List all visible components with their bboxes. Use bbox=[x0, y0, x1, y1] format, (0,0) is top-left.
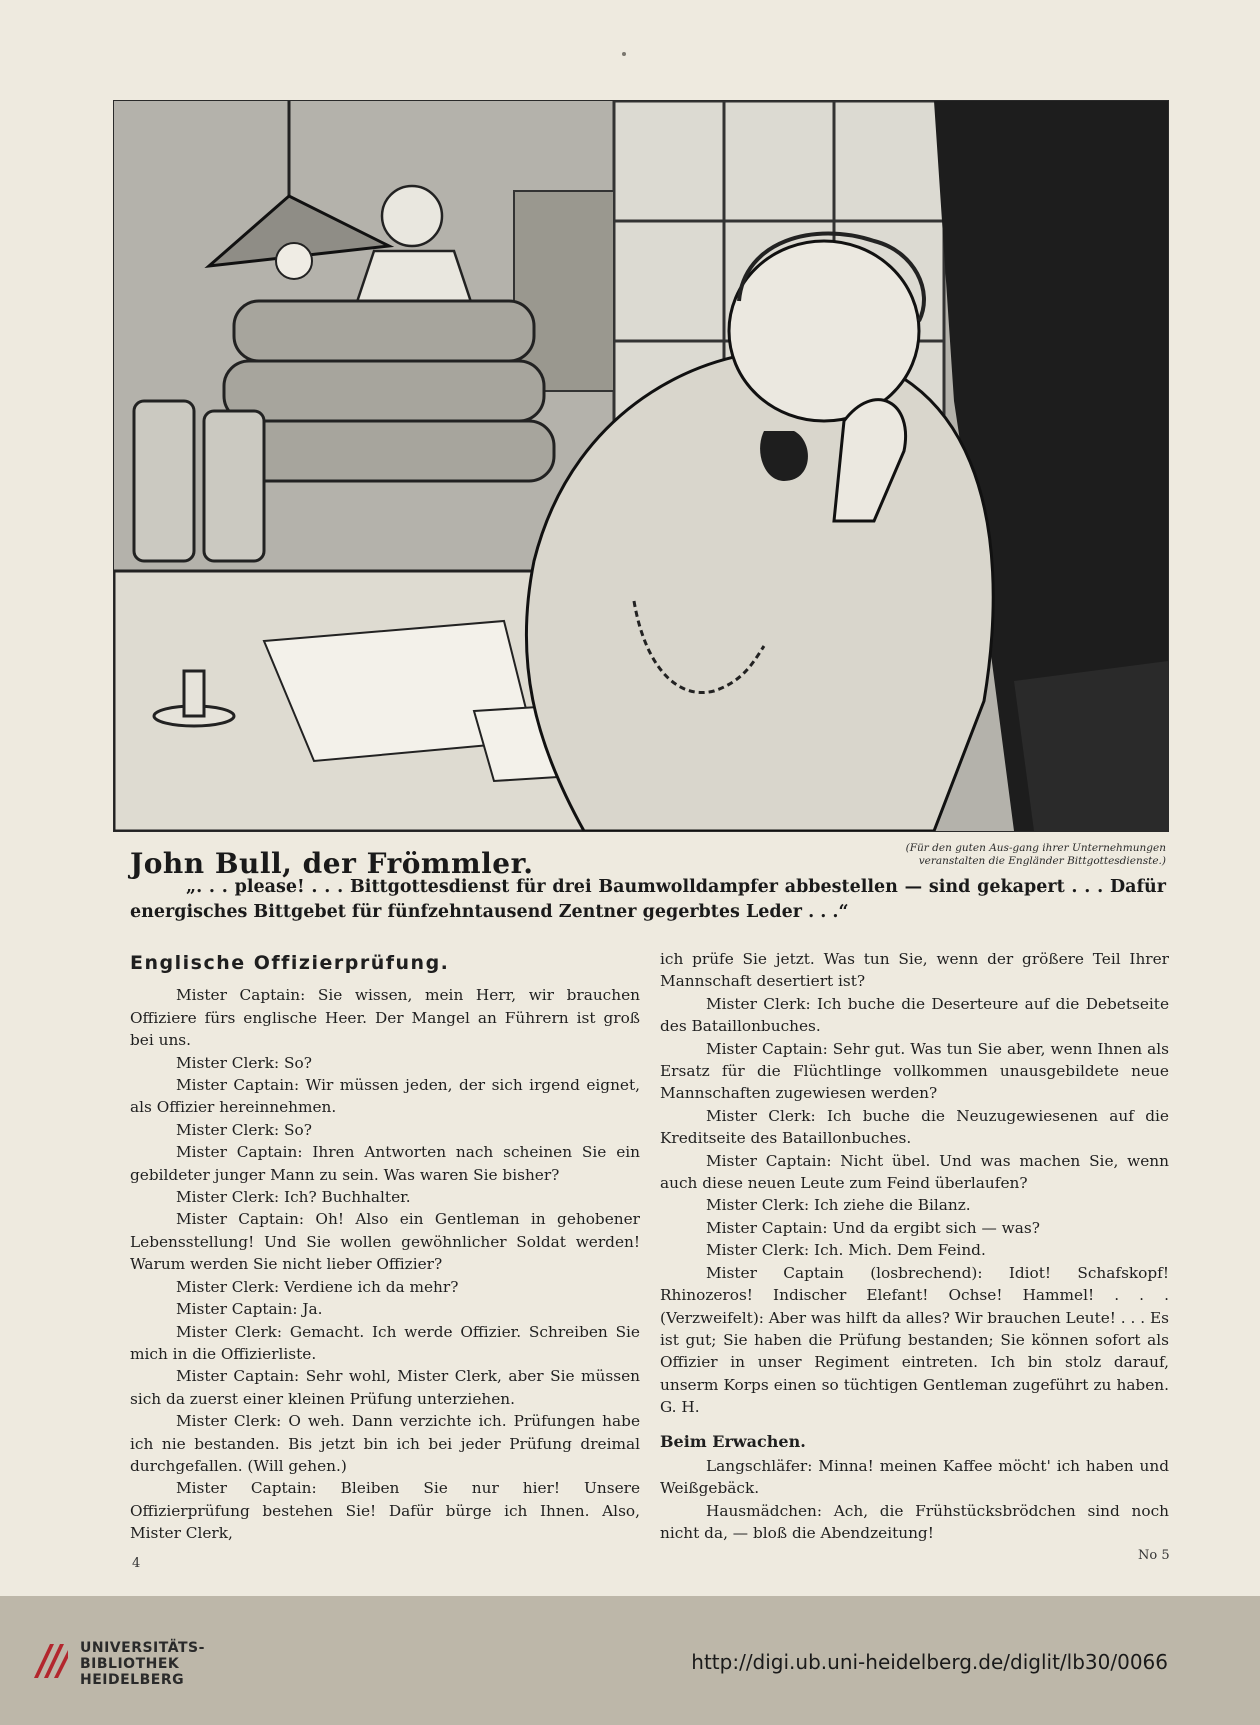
dialogue-paragraph: Mister Clerk: Ich ziehe die Bilanz. bbox=[706, 1196, 971, 1215]
issue-number: No 5 bbox=[1138, 1548, 1170, 1563]
dialogue-paragraph: Mister Clerk: Ich. Mich. Dem Feind. bbox=[706, 1241, 986, 1260]
dialogue-paragraph: Mister Captain: Oh! Also ein Gentleman in gehobener Lebensstellung! Und Sie wollen gewöhnlicher Soldat werden! Warum werden Sie nicht lieber Offizier? bbox=[130, 1210, 640, 1274]
permalink-url[interactable]: http://digi.ub.uni-heidelberg.de/diglit/lb30/0066 bbox=[691, 1650, 1168, 1674]
column-left bbox=[130, 948, 640, 1545]
dialogue-paragraph: Mister Captain: Nicht übel. Und was machen Sie, wenn auch diese neuen Leute zum Feind überlaufen? bbox=[660, 1151, 1169, 1193]
dialogue-paragraph: Mister Captain: Sehr gut. Was tun Sie aber, wenn Ihnen als Ersatz für die Flüchtlinge vollkommen unausgebildete neue Mannschaften zugewiesen werden? bbox=[660, 1039, 1169, 1103]
dialogue-paragraph: Mister Captain: Ja. bbox=[176, 1300, 323, 1319]
digitization-footer bbox=[0, 1596, 1260, 1725]
dialogue-paragraph: Mister Captain: Sie wissen, mein Herr, wir brauchen Offiziere fürs englische Heer. Der Mangel an Führern ist groß bei uns. bbox=[130, 986, 640, 1050]
dialogue-paragraph: Mister Captain: Und da ergibt sich — was? bbox=[706, 1218, 1040, 1237]
institution-line: HEIDELBERG bbox=[80, 1672, 185, 1688]
dialogue-paragraph: Mister Captain: Wir müssen jeden, der sich irgend eignet, als Offizier hereinnehmen. bbox=[130, 1076, 640, 1117]
dialogue-paragraph: Mister Clerk: So? bbox=[176, 1120, 312, 1139]
institution-line: BIBLIOTHEK bbox=[80, 1656, 180, 1672]
dialogue-paragraph: Hausmädchen: Ach, die Frühstücksbrödchen sind noch nicht da, — bloß die Abendzeitung! bbox=[660, 1501, 1169, 1543]
illustration-note-line1: (Für den guten Aus-gang ihrer Unternehmungen bbox=[905, 842, 1166, 854]
dialogue-paragraph: Mister Clerk: Ich buche die Deserteure auf die Debetseite des Bataillonbuches. bbox=[660, 994, 1169, 1036]
dialogue-paragraph: Mister Clerk: Ich buche die Neuzugewiesenen auf die Kreditseite des Bataillonbuches. bbox=[660, 1106, 1169, 1148]
illustration-note-line2: veranstalten die Engländer Bittgottesdienste.) bbox=[918, 855, 1166, 867]
printer-dot bbox=[622, 52, 626, 56]
dialogue-paragraph: Mister Clerk: Verdiene ich da mehr? bbox=[176, 1277, 459, 1296]
dialogue-paragraph: ich prüfe Sie jetzt. Was tun Sie, wenn der größere Teil Ihrer Mannschaft desertiert ist? bbox=[660, 950, 1169, 991]
cartoon-title: John Bull, der Frömmler. bbox=[130, 847, 534, 880]
cartoon-quote: „. . . please! . . . Bittgottesdienst für drei Baumwolldampfer abbestellen — sind gekapert . . . Dafür energisches Bittgebet für fünfzehntausend Zentner gegerbtes Leder . . .“ bbox=[130, 877, 1166, 922]
dialogue-paragraph: Mister Captain (losbrechend): Idiot! Schafskopf! Rhinozeros! Indischer Elefant! Ochse! Hammel! . . . (Verzweifelt): Aber was hilft da alles? Wir brauchen Leute! . . . Es ist gut; Sie haben die Prüfung bestanden; Sie können sofort als Offizier in unser Regiment eintreten. Ich bin stolz darauf, unserm Korps einen so tüchtigen Gentleman zugeführt zu haben. G. H. bbox=[660, 1263, 1170, 1417]
illustration-note bbox=[860, 842, 1166, 868]
column-right bbox=[660, 948, 1169, 1545]
dialogue-paragraph: Mister Clerk: So? bbox=[176, 1053, 312, 1072]
dialogue-paragraph: Mister Captain: Ihren Antworten nach scheinen Sie ein gebildeter junger Mann zu sein. Was waren Sie bisher? bbox=[130, 1143, 640, 1184]
dialogue-paragraph: Mister Clerk: O weh. Dann verzichte ich. Prüfungen habe ich nie bestanden. Bis jetzt bin ich bei jeder Prüfung dreimal durchgefallen. (Will gehen.) bbox=[130, 1412, 640, 1475]
university-logo-icon bbox=[30, 1638, 72, 1684]
dialogue-paragraph: Mister Captain: Bleiben Sie nur hier! Unsere Offizierprüfung bestehen Sie! Dafür bürge ich Ihnen. Also, Mister Clerk, bbox=[130, 1479, 640, 1543]
dialogue-paragraph: Mister Clerk: Ich? Buchhalter. bbox=[176, 1188, 411, 1207]
dialogue-paragraph: Langschläfer: Minna! meinen Kaffee möcht' ich haben und Weißgebäck. bbox=[660, 1456, 1169, 1498]
institution-name bbox=[80, 1640, 205, 1688]
cartoon-illustration bbox=[113, 100, 1169, 832]
dialogue-paragraph: Mister Captain: Sehr wohl, Mister Clerk, aber Sie müssen sich da zuerst einer kleinen Prüfung unterziehen. bbox=[130, 1367, 640, 1408]
article-heading: Beim Erwachen. bbox=[660, 1431, 806, 1451]
dialogue-paragraph: Mister Clerk: Gemacht. Ich werde Offizier. Schreiben Sie mich in die Offizierliste. bbox=[130, 1322, 640, 1363]
page-number-left: 4 bbox=[132, 1556, 141, 1571]
article-heading: Englische Offizierprüfung. bbox=[130, 952, 450, 974]
institution-line: UNIVERSITÄTS- bbox=[80, 1640, 205, 1656]
